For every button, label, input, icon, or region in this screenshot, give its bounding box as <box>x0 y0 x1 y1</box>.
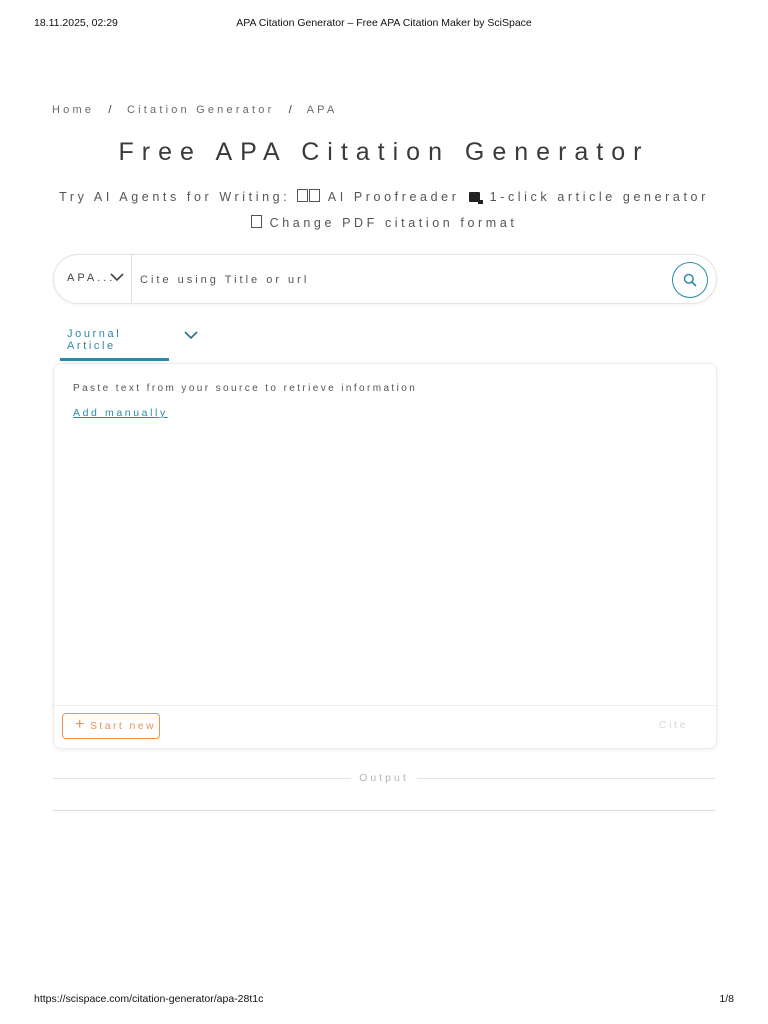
breadcrumb-home[interactable]: Home <box>52 104 95 116</box>
search-input[interactable] <box>138 267 662 293</box>
panel-footer <box>54 705 716 748</box>
tab-label: Journal Article <box>67 328 122 352</box>
breadcrumb <box>52 104 337 116</box>
breadcrumb-separator: / <box>288 104 295 116</box>
ai-proofreader-link[interactable]: AI Proofreader <box>327 190 460 204</box>
tab-journal-article[interactable] <box>60 318 169 361</box>
print-page-number: 1/8 <box>719 993 734 1005</box>
chevron-down-icon <box>110 273 124 282</box>
print-header <box>34 17 734 31</box>
citation-style-select[interactable] <box>54 255 132 303</box>
search-button[interactable] <box>672 262 708 298</box>
plus-icon: + <box>75 716 85 733</box>
page-title: Free APA Citation Generator <box>118 138 650 166</box>
change-pdf-citation-link[interactable]: Change PDF citation format <box>269 216 518 230</box>
divider <box>53 810 715 811</box>
promo-line <box>0 215 768 230</box>
promo-intro: Try AI Agents for Writing: <box>59 190 291 204</box>
book-icon <box>469 192 480 202</box>
breadcrumb-current: APA <box>306 104 338 116</box>
citation-input-panel <box>53 363 717 749</box>
print-url: https://scispace.com/citation-generator/apa-28t1c <box>34 993 264 1005</box>
tab-active-indicator <box>60 358 169 361</box>
promo-line <box>0 189 768 204</box>
print-date: 18.11.2025, 02:29 <box>34 17 118 29</box>
breadcrumb-citation-generator[interactable]: Citation Generator <box>126 104 275 116</box>
print-footer <box>34 993 734 1007</box>
missing-glyph-icon <box>309 189 320 202</box>
missing-glyph-icon <box>251 215 262 228</box>
chevron-down-icon[interactable] <box>184 331 198 340</box>
cite-button[interactable]: Cite <box>658 719 688 731</box>
start-new-label: Start new <box>90 720 156 732</box>
citation-search-bar <box>53 254 717 304</box>
search-icon <box>683 273 697 287</box>
add-manually-link[interactable]: Add manually <box>73 407 168 419</box>
article-generator-link[interactable]: 1-click article generator <box>489 190 709 204</box>
breadcrumb-separator: / <box>108 104 115 116</box>
paste-hint: Paste text from your source to retrieve information <box>73 383 418 394</box>
citation-style-value: APA... <box>67 272 116 284</box>
start-new-button[interactable] <box>62 713 160 739</box>
output-label: Output <box>359 772 409 784</box>
print-title: APA Citation Generator – Free APA Citation Maker by SciSpace <box>236 17 532 29</box>
missing-glyph-icon <box>297 189 308 202</box>
